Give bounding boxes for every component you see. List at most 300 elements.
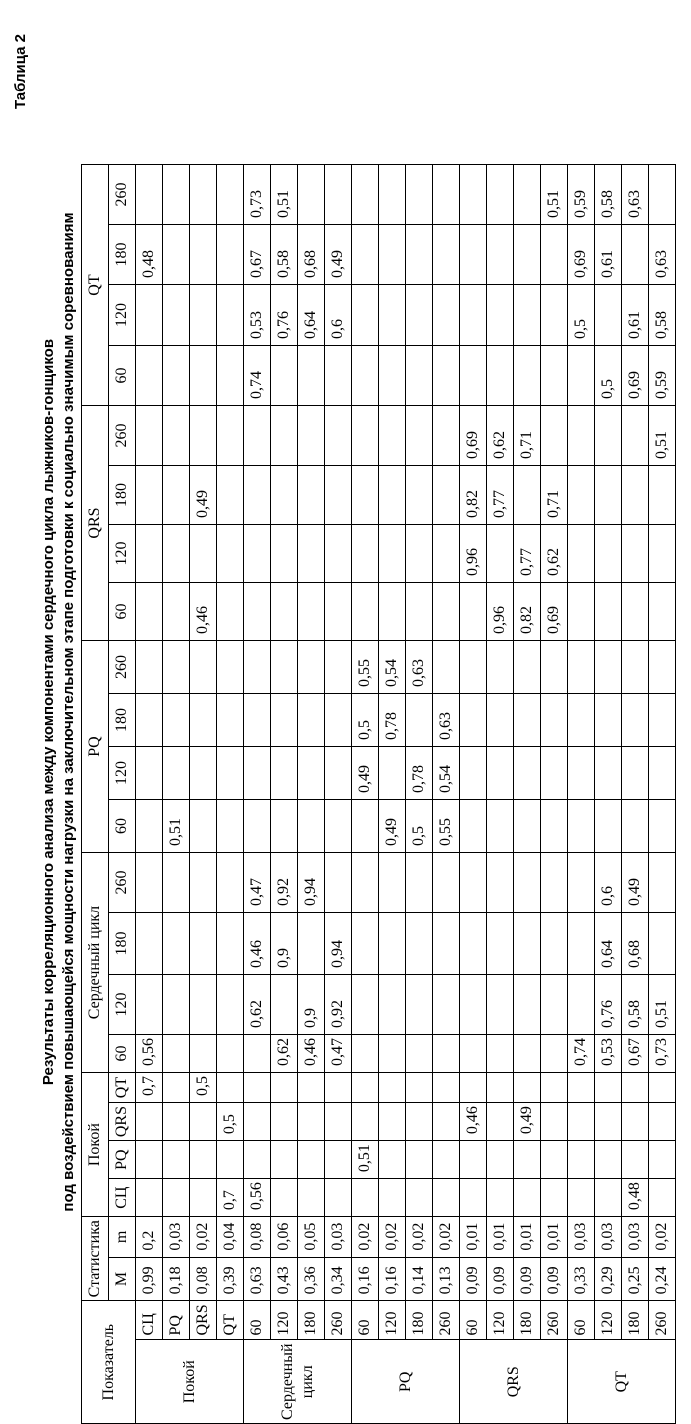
correlation-cell (460, 1179, 487, 1217)
correlation-cell (433, 346, 460, 406)
header-group-cardiac-cycle: Сердечный цикл (82, 853, 109, 1073)
mean-cell: 0,09 (541, 1257, 568, 1301)
correlation-cell (460, 225, 487, 285)
correlation-cell (136, 165, 163, 225)
subheader-row (109, 7, 136, 1424)
correlation-cell (595, 800, 622, 853)
correlation-cell (325, 853, 352, 913)
correlation-cell (325, 694, 352, 747)
error-cell: 0,03 (163, 1217, 190, 1258)
correlation-cell (595, 466, 622, 525)
correlation-cell: 0,53 (595, 1035, 622, 1073)
correlation-cell (271, 1141, 298, 1179)
correlation-cell: 0,73 (244, 165, 271, 225)
correlation-cell: 0,77 (487, 466, 514, 525)
mean-cell: 0,34 (325, 1257, 352, 1301)
correlation-cell: 0,63 (622, 165, 649, 225)
correlation-cell (190, 641, 217, 694)
row-sub-label: 260 (649, 1301, 676, 1340)
header-col: 60 (109, 800, 136, 853)
correlation-cell (244, 525, 271, 583)
correlation-cell (460, 853, 487, 913)
correlation-cell (190, 1103, 217, 1141)
correlation-cell (514, 975, 541, 1035)
correlation-cell: 0,9 (298, 975, 325, 1035)
correlation-cell (460, 1073, 487, 1103)
correlation-cell (379, 1141, 406, 1179)
correlation-cell (622, 747, 649, 800)
correlation-cell (487, 1073, 514, 1103)
correlation-cell (163, 225, 190, 285)
correlation-cell (514, 165, 541, 225)
correlation-cell: 0,62 (487, 406, 514, 466)
mean-cell: 0,09 (514, 1257, 541, 1301)
table-row (298, 7, 325, 1424)
correlation-cell (541, 975, 568, 1035)
correlation-cell (244, 800, 271, 853)
correlation-cell (271, 975, 298, 1035)
correlation-cell (649, 853, 676, 913)
correlation-cell: 0,48 (136, 225, 163, 285)
correlation-cell (541, 225, 568, 285)
correlation-cell (406, 225, 433, 285)
correlation-cell (136, 800, 163, 853)
correlation-cell (406, 853, 433, 913)
correlation-cell (325, 641, 352, 694)
table-row (406, 7, 433, 1424)
header-col: PQ (109, 1141, 136, 1179)
correlation-cell (163, 1035, 190, 1073)
correlation-cell (406, 1179, 433, 1217)
correlation-cell: 0,55 (433, 800, 460, 853)
header-col: 120 (109, 525, 136, 583)
error-cell: 0,01 (460, 1217, 487, 1258)
correlation-cell (352, 1035, 379, 1073)
correlation-cell (298, 346, 325, 406)
correlation-cell (298, 641, 325, 694)
correlation-cell (163, 694, 190, 747)
correlation-cell (271, 525, 298, 583)
correlation-cell: 0,51 (271, 165, 298, 225)
correlation-cell: 0,69 (622, 346, 649, 406)
correlation-cell (487, 853, 514, 913)
correlation-cell (568, 1141, 595, 1179)
correlation-cell (460, 583, 487, 641)
mean-cell: 0,29 (595, 1257, 622, 1301)
row-sub-label: 260 (541, 1301, 568, 1340)
correlation-cell (298, 466, 325, 525)
correlation-cell (379, 466, 406, 525)
error-cell: 0,02 (190, 1217, 217, 1258)
header-col: 180 (109, 913, 136, 975)
correlation-cell: 0,56 (136, 1035, 163, 1073)
mean-cell: 0,16 (352, 1257, 379, 1301)
correlation-cell (487, 225, 514, 285)
correlation-cell (406, 583, 433, 641)
header-col: 180 (109, 466, 136, 525)
correlation-cell: 0,78 (379, 694, 406, 747)
correlation-cell (217, 406, 244, 466)
error-cell: 0,06 (271, 1217, 298, 1258)
correlation-cell: 0,53 (244, 285, 271, 346)
correlation-cell (595, 1179, 622, 1217)
correlation-cell (352, 165, 379, 225)
correlation-cell (271, 346, 298, 406)
correlation-cell (217, 800, 244, 853)
correlation-cell (487, 975, 514, 1035)
correlation-cell (487, 800, 514, 853)
header-col: QT (109, 1073, 136, 1103)
row-sub-label: 180 (406, 1301, 433, 1340)
correlation-cell (595, 641, 622, 694)
row-sub-label: 260 (433, 1301, 460, 1340)
correlation-cell (541, 1141, 568, 1179)
correlation-cell (325, 1141, 352, 1179)
correlation-cell (514, 800, 541, 853)
correlation-cell (325, 1179, 352, 1217)
correlation-cell: 0,69 (541, 583, 568, 641)
correlation-cell (514, 1073, 541, 1103)
correlation-cell (649, 1103, 676, 1141)
correlation-cell (217, 525, 244, 583)
correlation-cell: 0,76 (595, 975, 622, 1035)
correlation-cell (622, 466, 649, 525)
correlation-cell (541, 346, 568, 406)
correlation-cell (298, 1141, 325, 1179)
correlation-cell (298, 1073, 325, 1103)
correlation-cell (379, 975, 406, 1035)
correlation-cell: 0,68 (298, 225, 325, 285)
correlation-cell (379, 1179, 406, 1217)
header-col: 180 (109, 225, 136, 285)
correlation-cell (541, 853, 568, 913)
correlation-cell (433, 1141, 460, 1179)
correlation-cell: 0,77 (514, 525, 541, 583)
header-col: 120 (109, 747, 136, 800)
header-statistics: Статистика (82, 1217, 109, 1301)
correlation-cell (433, 165, 460, 225)
table-row (271, 7, 298, 1424)
correlation-cell (568, 525, 595, 583)
correlation-cell (541, 641, 568, 694)
correlation-cell (460, 747, 487, 800)
table-row (460, 7, 487, 1424)
correlation-cell (568, 800, 595, 853)
correlation-cell (568, 913, 595, 975)
correlation-cell (460, 346, 487, 406)
correlation-cell (190, 853, 217, 913)
correlation-cell: 0,5 (352, 694, 379, 747)
correlation-cell: 0,59 (649, 346, 676, 406)
mean-cell: 0,18 (163, 1257, 190, 1301)
correlation-cell (244, 747, 271, 800)
correlation-cell (163, 285, 190, 346)
correlation-cell (352, 913, 379, 975)
correlation-cell (217, 165, 244, 225)
header-error: m (109, 1217, 136, 1258)
correlation-cell (217, 225, 244, 285)
correlation-cell (406, 694, 433, 747)
header-col: СЦ (109, 1179, 136, 1217)
header-group-qrs: QRS (82, 406, 109, 641)
correlation-cell (568, 1179, 595, 1217)
correlation-cell (433, 1103, 460, 1141)
correlation-cell (190, 1035, 217, 1073)
correlation-cell (163, 165, 190, 225)
header-col: 120 (109, 285, 136, 346)
table-row (541, 7, 568, 1424)
correlation-cell: 0,49 (622, 853, 649, 913)
correlation-cell: 0,92 (271, 853, 298, 913)
correlation-cell (514, 694, 541, 747)
correlation-cell: 0,51 (649, 406, 676, 466)
correlation-cell (622, 225, 649, 285)
correlation-cell (325, 1073, 352, 1103)
correlation-cell (595, 694, 622, 747)
correlation-cell (649, 747, 676, 800)
mean-cell: 0,43 (271, 1257, 298, 1301)
correlation-cell: 0,76 (271, 285, 298, 346)
correlation-cell (244, 466, 271, 525)
correlation-cell (298, 406, 325, 466)
correlation-cell (271, 1103, 298, 1141)
correlation-cell: 0,49 (325, 225, 352, 285)
correlation-cell (163, 853, 190, 913)
header-col: 60 (109, 346, 136, 406)
correlation-cell: 0,71 (514, 406, 541, 466)
correlation-cell (595, 1141, 622, 1179)
correlation-cell: 0,94 (298, 853, 325, 913)
correlation-cell (271, 800, 298, 853)
row-sub-label: PQ (163, 1301, 190, 1340)
correlation-cell (649, 1179, 676, 1217)
correlation-cell (298, 694, 325, 747)
correlation-cell (487, 747, 514, 800)
correlation-cell (487, 1141, 514, 1179)
correlation-cell (622, 583, 649, 641)
correlation-cell (352, 466, 379, 525)
correlation-cell (244, 406, 271, 466)
correlation-cell (244, 641, 271, 694)
correlation-cell: 0,96 (487, 583, 514, 641)
correlation-cell (514, 641, 541, 694)
correlation-cell (352, 583, 379, 641)
correlation-cell: 0,62 (271, 1035, 298, 1073)
header-col: 260 (109, 406, 136, 466)
row-sub-label: 180 (298, 1301, 325, 1340)
correlation-cell: 0,64 (595, 913, 622, 975)
correlation-cell (352, 525, 379, 583)
correlation-cell (163, 466, 190, 525)
correlation-cell (595, 583, 622, 641)
correlation-cell: 0,9 (271, 913, 298, 975)
correlation-cell (622, 406, 649, 466)
correlation-cell: 0,58 (271, 225, 298, 285)
correlation-cell (352, 225, 379, 285)
mean-cell: 0,33 (568, 1257, 595, 1301)
row-sub-label: 60 (460, 1301, 487, 1340)
correlation-cell (190, 1179, 217, 1217)
correlation-cell (217, 1141, 244, 1179)
correlation-cell (460, 641, 487, 694)
correlation-cell (487, 285, 514, 346)
correlation-cell: 0,68 (622, 913, 649, 975)
mean-cell: 0,14 (406, 1257, 433, 1301)
correlation-cell (595, 1073, 622, 1103)
correlation-cell (136, 285, 163, 346)
correlation-cell (190, 346, 217, 406)
correlation-cell (622, 641, 649, 694)
correlation-cell (406, 1103, 433, 1141)
correlation-cell (595, 747, 622, 800)
correlation-cell (352, 853, 379, 913)
table-row (595, 7, 622, 1424)
correlation-cell (568, 694, 595, 747)
correlation-cell (217, 346, 244, 406)
correlation-cell (649, 525, 676, 583)
correlation-cell (622, 525, 649, 583)
row-group-label: Покой (136, 1340, 244, 1424)
mean-cell: 0,39 (217, 1257, 244, 1301)
correlation-cell (433, 641, 460, 694)
correlation-cell (352, 800, 379, 853)
table-title-line-1: Результаты корреляционного анализа между компонентами сердечного цикла лыжников-гонщиков (40, 338, 57, 1086)
error-cell: 0,04 (217, 1217, 244, 1258)
correlation-cell (163, 525, 190, 583)
correlation-cell: 0,6 (595, 853, 622, 913)
correlation-cell (649, 800, 676, 853)
correlation-cell (514, 1179, 541, 1217)
table-row (325, 7, 352, 1424)
correlation-cell (433, 225, 460, 285)
correlation-cell (163, 747, 190, 800)
table-row (190, 7, 217, 1424)
correlation-cell (163, 913, 190, 975)
table-row (568, 7, 595, 1424)
correlation-cell (622, 694, 649, 747)
correlation-cell (433, 913, 460, 975)
mean-cell: 0,25 (622, 1257, 649, 1301)
header-col: 60 (109, 1035, 136, 1073)
correlation-cell (271, 641, 298, 694)
correlation-cell (163, 1103, 190, 1141)
correlation-cell (433, 1035, 460, 1073)
correlation-cell: 0,71 (541, 466, 568, 525)
correlation-cell: 0,82 (460, 466, 487, 525)
correlation-cell: 0,49 (379, 800, 406, 853)
correlation-cell (568, 346, 595, 406)
correlation-cell (541, 1073, 568, 1103)
correlation-cell (514, 466, 541, 525)
correlation-cell (406, 525, 433, 583)
correlation-cell (622, 1141, 649, 1179)
row-sub-label: 120 (487, 1301, 514, 1340)
correlation-cell: 0,69 (568, 225, 595, 285)
table-row (163, 7, 190, 1424)
correlation-cell (433, 525, 460, 583)
correlation-cell (325, 165, 352, 225)
error-cell: 0,01 (487, 1217, 514, 1258)
error-cell: 0,02 (649, 1217, 676, 1258)
correlation-cell: 0,58 (595, 165, 622, 225)
correlation-cell (379, 1073, 406, 1103)
correlation-cell: 0,58 (622, 975, 649, 1035)
correlation-cell (379, 913, 406, 975)
table-row (622, 7, 649, 1424)
correlation-cell (406, 406, 433, 466)
correlation-cell (217, 1073, 244, 1103)
header-mean: M (109, 1257, 136, 1301)
correlation-cell (271, 1179, 298, 1217)
correlation-cell: 0,46 (190, 583, 217, 641)
correlation-cell (190, 165, 217, 225)
correlation-cell (298, 165, 325, 225)
correlation-cell (433, 975, 460, 1035)
correlation-cell: 0,48 (622, 1179, 649, 1217)
correlation-cell (298, 1179, 325, 1217)
row-sub-label: QRS (190, 1301, 217, 1340)
correlation-cell (325, 1103, 352, 1141)
correlation-cell (271, 694, 298, 747)
correlation-cell (163, 1141, 190, 1179)
correlation-cell (244, 1035, 271, 1073)
table-row (487, 7, 514, 1424)
header-col: 180 (109, 694, 136, 747)
correlation-cell (217, 853, 244, 913)
correlation-cell (541, 1103, 568, 1141)
correlation-cell (433, 1179, 460, 1217)
correlation-cell: 0,63 (406, 641, 433, 694)
correlation-cell: 0,46 (460, 1103, 487, 1141)
correlation-cell (217, 975, 244, 1035)
correlation-cell (379, 225, 406, 285)
correlation-cell: 0,5 (217, 1103, 244, 1141)
correlation-cell (325, 800, 352, 853)
correlation-cell: 0,47 (325, 1035, 352, 1073)
correlation-cell: 0,5 (595, 346, 622, 406)
correlation-cell (595, 1103, 622, 1141)
correlation-cell (379, 747, 406, 800)
row-group-label: Сердечный цикл (244, 1340, 352, 1424)
correlation-cell (568, 853, 595, 913)
correlation-cell (487, 525, 514, 583)
correlation-cell (541, 913, 568, 975)
correlation-cell (514, 913, 541, 975)
correlation-cell (217, 694, 244, 747)
correlation-cell (271, 406, 298, 466)
correlation-cell (649, 583, 676, 641)
table-row (649, 7, 676, 1424)
correlation-cell (136, 346, 163, 406)
correlation-cell (460, 165, 487, 225)
correlation-cell (433, 466, 460, 525)
correlation-cell (379, 853, 406, 913)
correlation-cell (379, 1035, 406, 1073)
correlation-cell: 0,61 (622, 285, 649, 346)
correlation-cell: 0,5 (568, 285, 595, 346)
correlation-cell (352, 285, 379, 346)
correlation-cell (190, 406, 217, 466)
error-cell: 0,03 (568, 1217, 595, 1258)
mean-cell: 0,99 (136, 1257, 163, 1301)
table-title-line-2: под воздействием повышающейся мощности нагрузки на заключительном этапе подготовки к социально значимым соревнованиям (60, 212, 77, 1212)
correlation-cell (136, 1141, 163, 1179)
correlation-cell (487, 913, 514, 975)
correlation-cell: 0,46 (298, 1035, 325, 1073)
correlation-table (81, 6, 676, 1424)
correlation-cell (379, 285, 406, 346)
correlation-cell (568, 583, 595, 641)
